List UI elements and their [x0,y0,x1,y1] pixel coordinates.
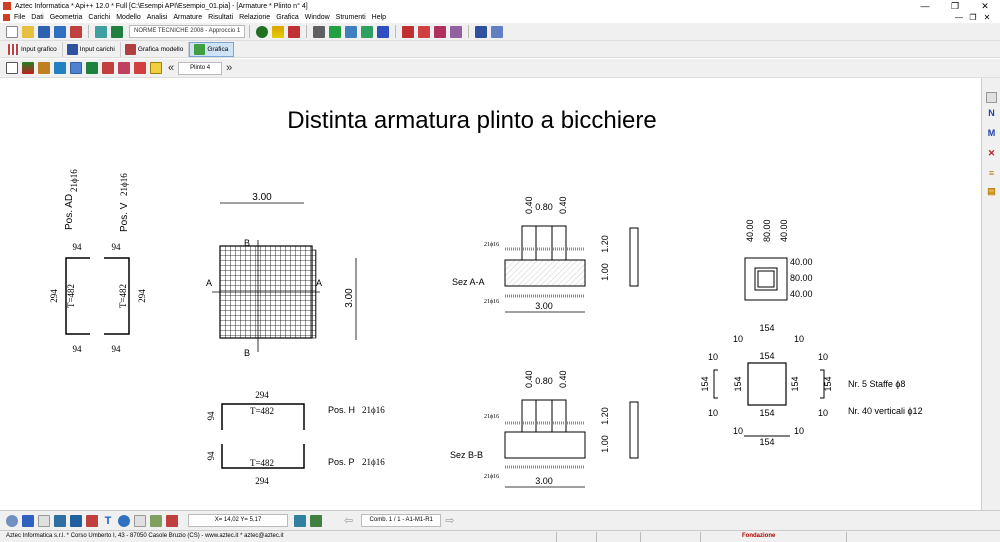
menu-strumenti[interactable]: Strumenti [335,14,366,21]
bl-dim-bottom: 294 [255,476,269,486]
dim-icon[interactable] [134,62,146,74]
new-file-icon[interactable] [6,26,18,38]
sez-bb-width: 3.00 [535,476,553,486]
sez-aa-bar-top: 21ϕ16 [484,242,500,248]
column-outer [745,258,787,300]
bl-t1: T=482 [249,406,275,416]
image-icon[interactable] [166,515,178,527]
tab-grafica[interactable]: Grafica [189,42,234,57]
graphic-icon [194,44,205,55]
sez-bb-footing [505,432,585,458]
tab-input-grafico[interactable]: Input grafico [4,42,63,57]
tab-input-carichi[interactable]: Input carichi [63,42,121,57]
comb-prev-icon[interactable]: ⇦ [344,515,354,527]
close-button[interactable]: ✕ [981,1,989,11]
sez-aa-h2: 1.00 [600,263,610,281]
sez-aa-h1: 1.20 [600,235,610,253]
pan-arrow-icon[interactable] [22,515,34,527]
measure-icon[interactable] [54,515,66,527]
company-info: Aztec Informatica s.r.l. * Corso Umberto I, 43 - 87050 Casole Bruzio (CS) - www.aztec.it * aztec@aztec.it [6,533,284,539]
save-icon[interactable] [38,26,50,38]
menu-carichi[interactable]: Carichi [88,14,111,21]
verify-icon[interactable] [361,26,373,38]
pdf-icon[interactable] [102,62,114,74]
col-top-1: 40.00 [745,219,755,242]
model-graphic-icon [125,44,136,55]
zoom-icon[interactable] [6,515,18,527]
comb-next-icon[interactable]: ⇨ [445,515,455,527]
print-icon[interactable] [491,26,503,38]
list-icon[interactable]: ≡ [988,168,995,178]
sez-bb-label: Sez B-B [450,450,484,460]
app-icon [3,2,11,10]
help-icon[interactable] [150,62,162,74]
col-r3: 40.00 [790,289,813,299]
bl-dim-left-2: 94 [206,451,216,461]
export-icon[interactable] [475,26,487,38]
sez-bb-bar-top: 21ϕ16 [484,414,500,420]
sez-bb-d1: 0.40 [524,370,534,388]
sec-a-right: A [316,278,323,288]
st-c2: 10 [794,334,805,344]
pencil-icon[interactable] [70,515,82,527]
sec-b-top: B [244,238,251,248]
next-arrow-icon[interactable]: » [226,62,233,74]
menu-geometria[interactable]: Geometria [49,14,83,21]
drawing-canvas[interactable] [0,78,980,510]
sez-bb-h2: 1.00 [600,435,610,453]
sec-a-left: A [206,278,213,288]
st-c1: 10 [733,334,744,344]
st-c6: 10 [818,408,829,418]
menu-risultati[interactable]: Risultati [208,14,234,21]
list-view-icon[interactable] [70,62,82,74]
st-c8: 10 [794,426,805,436]
bottom-toolbar [0,510,1000,530]
st-c3: 10 [708,352,719,362]
page-icon[interactable] [134,515,146,527]
st-top: 154 [759,323,775,333]
sez-aa-d3: 0.40 [558,196,568,214]
color-scale-icon[interactable] [22,62,34,74]
scale-icon[interactable] [294,515,306,527]
pos-h-label: Pos. H [328,405,356,415]
plan-dim-top: 3.00 [252,192,272,203]
sec-b-bottom: B [244,348,251,358]
prev-arrow-icon[interactable]: « [168,62,175,74]
plinto-tab[interactable]: Plinto 4 [178,62,222,75]
mdi-restore-button[interactable]: ❐ [969,13,977,22]
st-inner-left: 154 [733,376,743,392]
drawing-icon[interactable] [450,26,462,38]
snap-icon[interactable] [310,515,322,527]
menu-window[interactable]: Window [304,14,330,21]
sez-bb-bar-bot: 21ϕ16 [484,474,500,480]
hand-icon[interactable] [38,515,50,527]
dim-bot-1: 94 [72,344,82,354]
norm-selector[interactable]: NORME TECNICHE 2008 - Approccio 1 [129,25,245,38]
sez-aa-d1: 0.40 [524,196,534,214]
st-inner-bot: 154 [759,408,775,418]
dim-top-2: 94 [111,242,121,252]
drawing-title: Distinta armatura plinto a bicchiere [287,107,657,134]
pos-p-bars: 21ϕ16 [362,457,385,467]
delete-icon[interactable] [70,26,82,38]
drawing-svg [0,78,980,510]
st-bottom: 154 [759,437,775,447]
sez-bb-d3: 0.40 [558,370,568,388]
save-as-icon[interactable] [54,26,66,38]
menu-modello[interactable]: Modello [116,14,141,21]
t-label-1: T=482 [66,283,76,309]
load-arrow-icon [67,44,78,55]
pos-p-label: Pos. P [328,457,355,467]
st-right: 154 [823,376,833,392]
loads-icon[interactable] [288,26,300,38]
sez-bb-d2: 0.80 [535,376,553,386]
menu-relazione[interactable]: Relazione [239,14,271,21]
status-bar [0,530,1000,542]
title-bar [0,0,1000,12]
sez-aa-d2: 0.80 [535,202,553,212]
dim-bot-2: 94 [111,344,121,354]
pos-ad-bars: 21ϕ16 [69,169,79,192]
st-inner-top: 154 [759,351,775,361]
pos-v-bars: 21ϕ16 [119,173,129,196]
st-inner-right: 154 [790,376,800,392]
mdi-icon[interactable] [3,14,10,21]
grid-input-icon [8,44,19,55]
menu-grafica[interactable]: Grafica [276,14,299,21]
analysis-icon[interactable] [329,26,341,38]
right-toolbar [981,78,1000,510]
mdi-minimize-button[interactable]: — [955,13,963,22]
mdi-close-button[interactable]: ✕ [983,13,991,22]
rebar-icon[interactable] [402,26,414,38]
mode-tabs [0,41,1000,58]
st-c7: 10 [733,426,744,436]
bl-t2: T=482 [249,458,275,468]
rebar-table-icon[interactable] [434,26,446,38]
text-icon[interactable]: T [104,514,112,527]
legend-icon[interactable]: ▤ [987,186,996,196]
window-title: Aztec Informatica * Api++ 12.0 * Full [C:\Esempi API\Esempio_01.pia] - [Armature * Plinto n° 4] [15,2,308,10]
mode-indicator: Fondazione [742,533,776,539]
n-label-icon[interactable]: N [988,108,995,118]
select-icon[interactable] [86,515,98,527]
col-top-3: 40.00 [779,219,789,242]
plan-dim-right: 3.00 [344,288,355,308]
question-icon[interactable] [118,515,130,527]
menu-help[interactable]: Help [371,14,387,21]
frame-icon[interactable] [6,62,18,74]
frame-toggle-icon[interactable] [986,92,997,103]
bl-dim-left-1: 94 [206,411,216,421]
staffe-label: Nr. 5 Staffe ϕ8 [848,379,906,389]
rebar-edit-icon[interactable] [418,26,430,38]
menu-dati[interactable]: Dati [31,14,44,21]
rebar-view-icon[interactable] [38,62,50,74]
sez-aa-bar-bot: 21ϕ16 [484,299,500,305]
menu-analisi[interactable]: Analisi [146,14,168,21]
diagram-icon[interactable] [118,62,130,74]
results-icon[interactable] [345,26,357,38]
menu-armature[interactable]: Armature [173,14,203,21]
bl-dim-top: 294 [255,390,269,400]
section-view-icon[interactable] [54,62,66,74]
menu-file[interactable]: File [14,14,26,21]
verticali-label: Nr. 40 verticali ϕ12 [848,406,923,416]
menu-bar [0,12,1000,23]
col-r2: 80.00 [790,273,813,283]
sez-aa-label: Sez A-A [452,277,485,287]
tab-grafica-modello[interactable]: Grafica modello [121,42,190,57]
graphic-toolbar [0,59,1000,78]
gear-green-icon[interactable] [256,26,268,38]
minimize-button[interactable]: — [920,1,930,11]
dim-left: 294 [49,289,59,303]
st-c4: 10 [818,352,829,362]
open-folder-icon[interactable] [22,26,34,38]
col-r1: 40.00 [790,257,813,267]
mesh-icon[interactable] [313,26,325,38]
report-icon[interactable] [377,26,389,38]
pos-v-label: Pos. V [119,202,130,232]
main-toolbar [0,23,1000,41]
pos-h-bars: 21ϕ16 [362,405,385,415]
dim-right: 294 [137,289,147,303]
sez-aa-width: 3.00 [535,301,553,311]
units-icon[interactable] [95,26,107,38]
dim-top-1: 94 [72,242,82,252]
maximize-button[interactable]: ❐ [950,1,960,11]
cross-icon[interactable]: ✕ [987,148,996,158]
layers-icon[interactable] [272,26,284,38]
st-c5: 10 [708,408,719,418]
pos-ad-label: Pos. AD [64,193,75,230]
lock-icon[interactable] [150,515,162,527]
norms-icon[interactable] [111,26,123,38]
sez-bb-h1: 1.20 [600,407,610,425]
t-label-2: T=482 [118,283,128,309]
stirrup-square [748,363,786,405]
combination-display[interactable]: Comb. 1 / 1 - A1-M1-R1 [361,514,441,527]
st-left: 154 [700,376,710,392]
green-panel-icon[interactable] [86,62,98,74]
m-label-icon[interactable]: M [987,128,996,138]
col-top-2: 80.00 [762,219,772,242]
coordinates-display: X= 14,02 Y= 5,17 [188,514,288,527]
